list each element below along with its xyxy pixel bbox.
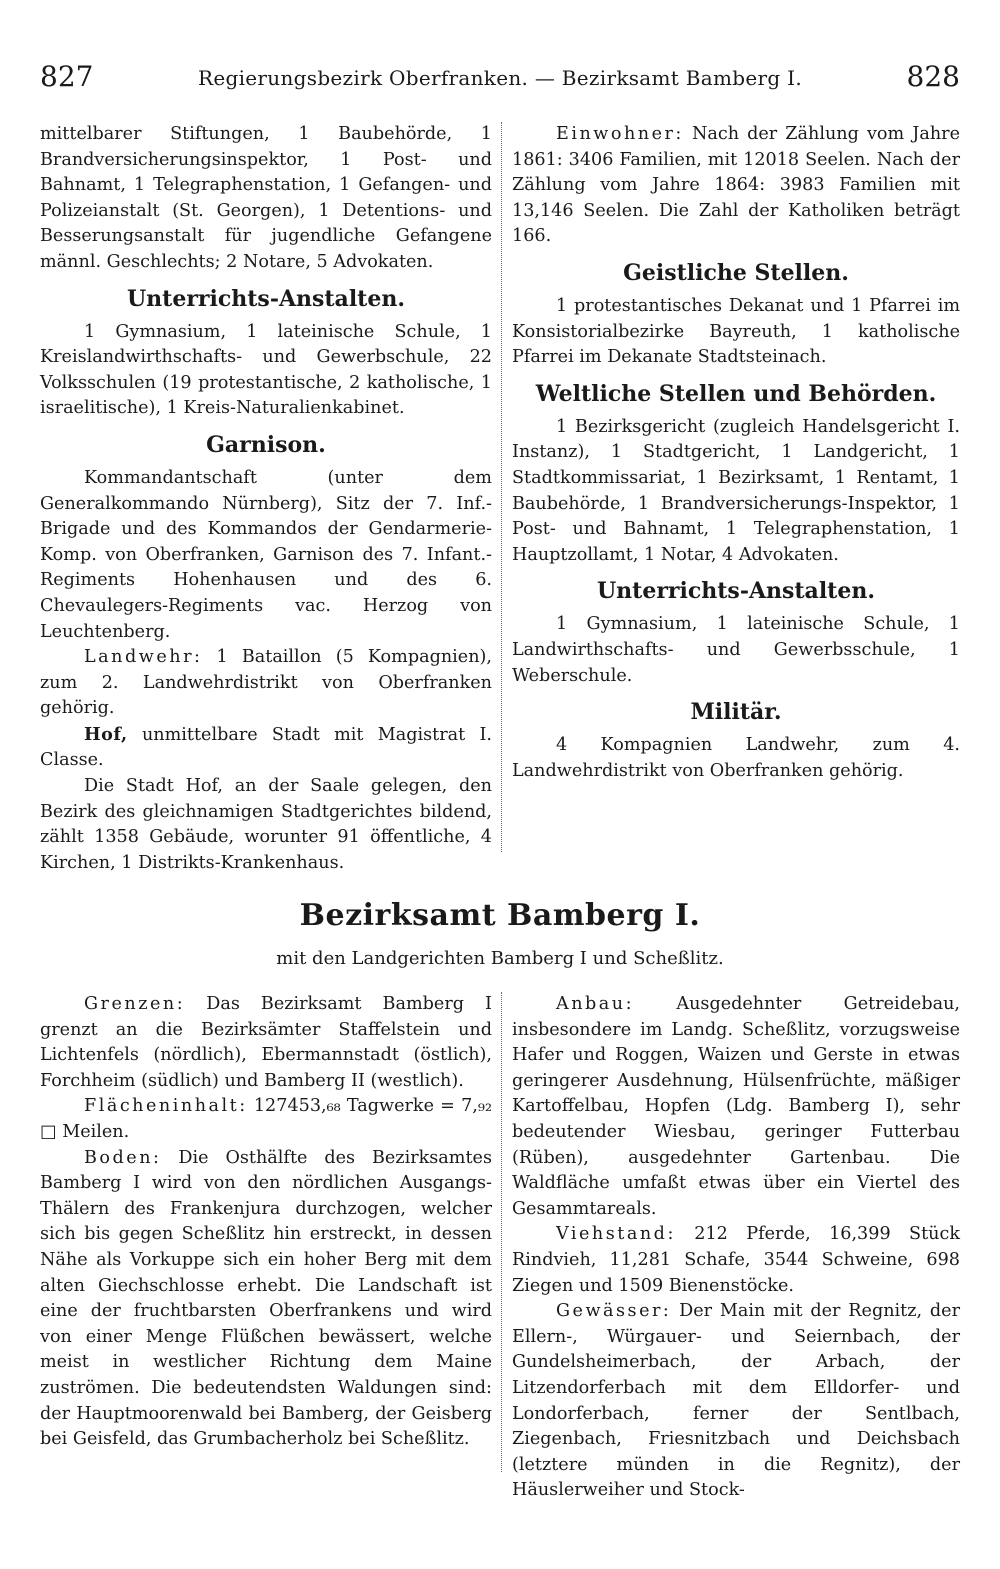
section-subtitle: mit den Landgerichten Bamberg I und Scheßlitz. xyxy=(276,948,724,969)
section-title: Bezirksamt Bamberg I. xyxy=(299,898,701,933)
column-divider-upper xyxy=(501,122,502,852)
gewaesser-label: Gewässer: xyxy=(556,1301,672,1322)
heading-unterrichts-anstalten: Unterrichts-Anstalten. xyxy=(127,285,405,312)
einwohner-text: Nach der Zählung vom Jahre 1861: 3406 Familien, mit 12018 Seelen. Nach der Zählung vom Jahre 1864: 3983 Familien mit 13,146 Seelen. Die Zahl der Katholiken beträgt 166. xyxy=(512,124,960,247)
anbau-label: Anbau: xyxy=(556,994,635,1014)
page-number-right: 828 xyxy=(906,60,960,93)
paragraph-hof-description: Die Stadt Hof, an der Saale gelegen, den Bezirk des gleichnamigen Stadtgerichtes bildend, zählt 1358 Gebäude, worunter 91 öffentliche, 4 Kirchen, 1 Distrikts-Krankenhaus. xyxy=(40,776,492,873)
paragraph-einwohner xyxy=(512,122,960,250)
hof-name: Hof, xyxy=(84,723,128,745)
paragraph-gewaesser xyxy=(512,1299,960,1504)
grenzen-text: Das Bezirksamt Bamberg I grenzt an die Bezirksämter Staffelstein und Lichtenfels (nördlich), Ebermannstadt (östlich), Forchheim (südlich) und Bamberg II (westlich). xyxy=(40,994,492,1091)
heading-unterrichts-anstalten-2: Unterrichts-Anstalten. xyxy=(597,578,875,605)
paragraph-viehstand xyxy=(512,1222,960,1299)
paragraph-militaer: 4 Kompagnien Landwehr, zum 4. Landwehrdistrikt von Oberfranken gehörig. xyxy=(512,735,960,781)
paragraph-flaecheninhalt xyxy=(40,1094,492,1145)
heading-garnison: Garnison. xyxy=(206,431,326,458)
running-title: Regierungsbezirk Oberfranken. — Bezirksamt Bamberg I. xyxy=(198,66,802,90)
flaeche-text: 127453,₆₈ Tagwerke = 7,₉₂ □ Meilen. xyxy=(40,1096,492,1142)
paragraph-anbau xyxy=(512,992,960,1222)
heading-weltliche-stellen: Weltliche Stellen und Behörden. xyxy=(535,380,937,407)
paragraph-weltlich: 1 Bezirksgericht (zugleich Handelsgericht I. Instanz), 1 Stadtgericht, 1 Landgericht, 1 Stadtkommissariat, 1 Bezirksamt, 1 Rentamt, 1 Baubehörde, 1 Brandversicherungs-Inspektor, 1 Post- und Bahnamt, 1 Telegraphenstation, 1 Hauptzollamt, 1 Notar, 4 Advokaten. xyxy=(512,416,960,565)
paragraph-stiftungen: mittelbarer Stiftungen, 1 Baubehörde, 1 Brandversicherungsinspektor, 1 Post- und Bahnamt, 1 Telegraphenstation, 1 Gefangen- und Polizeianstalt (St. Georgen), 1 Detentions- und Besserungsanstalt für jugendliche Gefangene männl. Geschlechts; 2 Notare, 5 Advokaten. xyxy=(40,124,492,272)
upper-right-column xyxy=(512,122,960,784)
paragraph-hof-entry xyxy=(40,722,492,774)
landwehr-text: 1 Bataillon (5 Kompagnien), zum 2. Landwehrdistrikt von Oberfranken gehörig. xyxy=(40,647,492,719)
page-number-left: 827 xyxy=(40,60,94,93)
paragraph-unterricht: 1 Gymnasium, 1 lateinische Schule, 1 Kreislandwirthschafts- und Gewerbschule, 22 Volksschulen (19 protestantische, 2 katholische, 1 israelitische), 1 Kreis-Naturalienkabinet. xyxy=(40,321,492,419)
lower-right-column xyxy=(512,992,960,1504)
upper-left-column xyxy=(40,122,492,876)
paragraph-garnison: Kommandantschaft (unter dem Generalkommando Nürnberg), Sitz der 7. Inf.-Brigade und des Kommandos der Gendarmerie-Komp. von Oberfranken, Garnison des 7. Infant.-Regiments Hohenhausen und des 6. Chevaulegers-Regiments vac. Herzog von Leuchtenberg. xyxy=(40,467,492,642)
paragraph-grenzen xyxy=(40,992,492,1094)
paragraph-boden xyxy=(40,1146,492,1453)
heading-militaer: Militär. xyxy=(690,699,782,726)
paragraph-geistlich: 1 protestantisches Dekanat und 1 Pfarrei im Konsistorialbezirke Bayreuth, 1 katholische Pfarrei im Dekanate Stadtsteinach. xyxy=(512,295,960,368)
boden-text: Die Osthälfte des Bezirksamtes Bamberg I wird von den nördlichen Ausgangs-Thälern des Frankenjura durchzogen, welcher sich bis gegen Scheßlitz hin erstreckt, in dessen Nähe als Vorkuppe sich ein hoher Berg mit dem alten Giechschlosse erhebt. Die Landschaft ist eine der fruchtbarsten Oberfrankens und wird von einer Menge Flüßchen bewässert, welche meist in westlicher Richtung dem Maine zuströmen. Die bedeutendsten Waldungen sind: der Hauptmoorenwald bei Bamberg, der Geisberg bei Geisfeld, das Grumbacherholz bei Scheßlitz. xyxy=(40,1147,492,1450)
vieh-text: 212 Pferde, 16,399 Stück Rindvieh, 11,281 Schafe, 3544 Schweine, 698 Ziegen und 1509 Bienenstöcke. xyxy=(512,1224,960,1296)
lower-left-column xyxy=(40,992,492,1453)
landwehr-label: Landwehr: xyxy=(84,647,203,668)
grenzen-label: Grenzen: xyxy=(84,994,186,1014)
boden-label: Boden: xyxy=(84,1147,162,1168)
anbau-text: Ausgedehnter Getreidebau, insbesondere im Landg. Scheßlitz, vorzugsweise Hafer und Roggen, Waizen und Gerste in etwas geringerer Ausdehnung, Hülsenfrüchte, mäßiger Kartoffelbau, Hopfen (Ldg. Bamberg I), sehr bedeutender Wiesbau, geringer Futterbau (Rüben), ausgedehnter Gartenbau. Die Waldfläche umfaßt etwas über ein Viertel des Gesammtareals. xyxy=(512,994,960,1219)
hof-text: unmittelbare Stadt mit Magistrat I. Classe. xyxy=(40,724,492,771)
page-header xyxy=(40,60,960,100)
paragraph-landwehr xyxy=(40,645,492,722)
column-divider-lower xyxy=(501,992,502,1472)
einwohner-label: Einwohner: xyxy=(556,124,684,144)
flaeche-label: Flächeninhalt: xyxy=(84,1096,248,1117)
heading-geistliche-stellen: Geistliche Stellen. xyxy=(623,259,849,286)
paragraph-unterricht-2: 1 Gymnasium, 1 lateinische Schule, 1 Landwirthschafts- und Gewerbsschule, 1 Weberschule. xyxy=(512,614,960,686)
gewaesser-text: Der Main mit der Regnitz, der Ellern-, Würgauer- und Seiernbach, der Gundelsheimerbach, der Arbach, der Litzendorferbach mit dem Elldorfer- und Londorferbach, ferner der Sentlbach, Ziegenbach, Friesnitzbach und Deichsbach (letztere münden in die Regnitz), der Häuslerweiher und Stock- xyxy=(512,1301,961,1501)
vieh-label: Viehstand: xyxy=(556,1224,676,1245)
